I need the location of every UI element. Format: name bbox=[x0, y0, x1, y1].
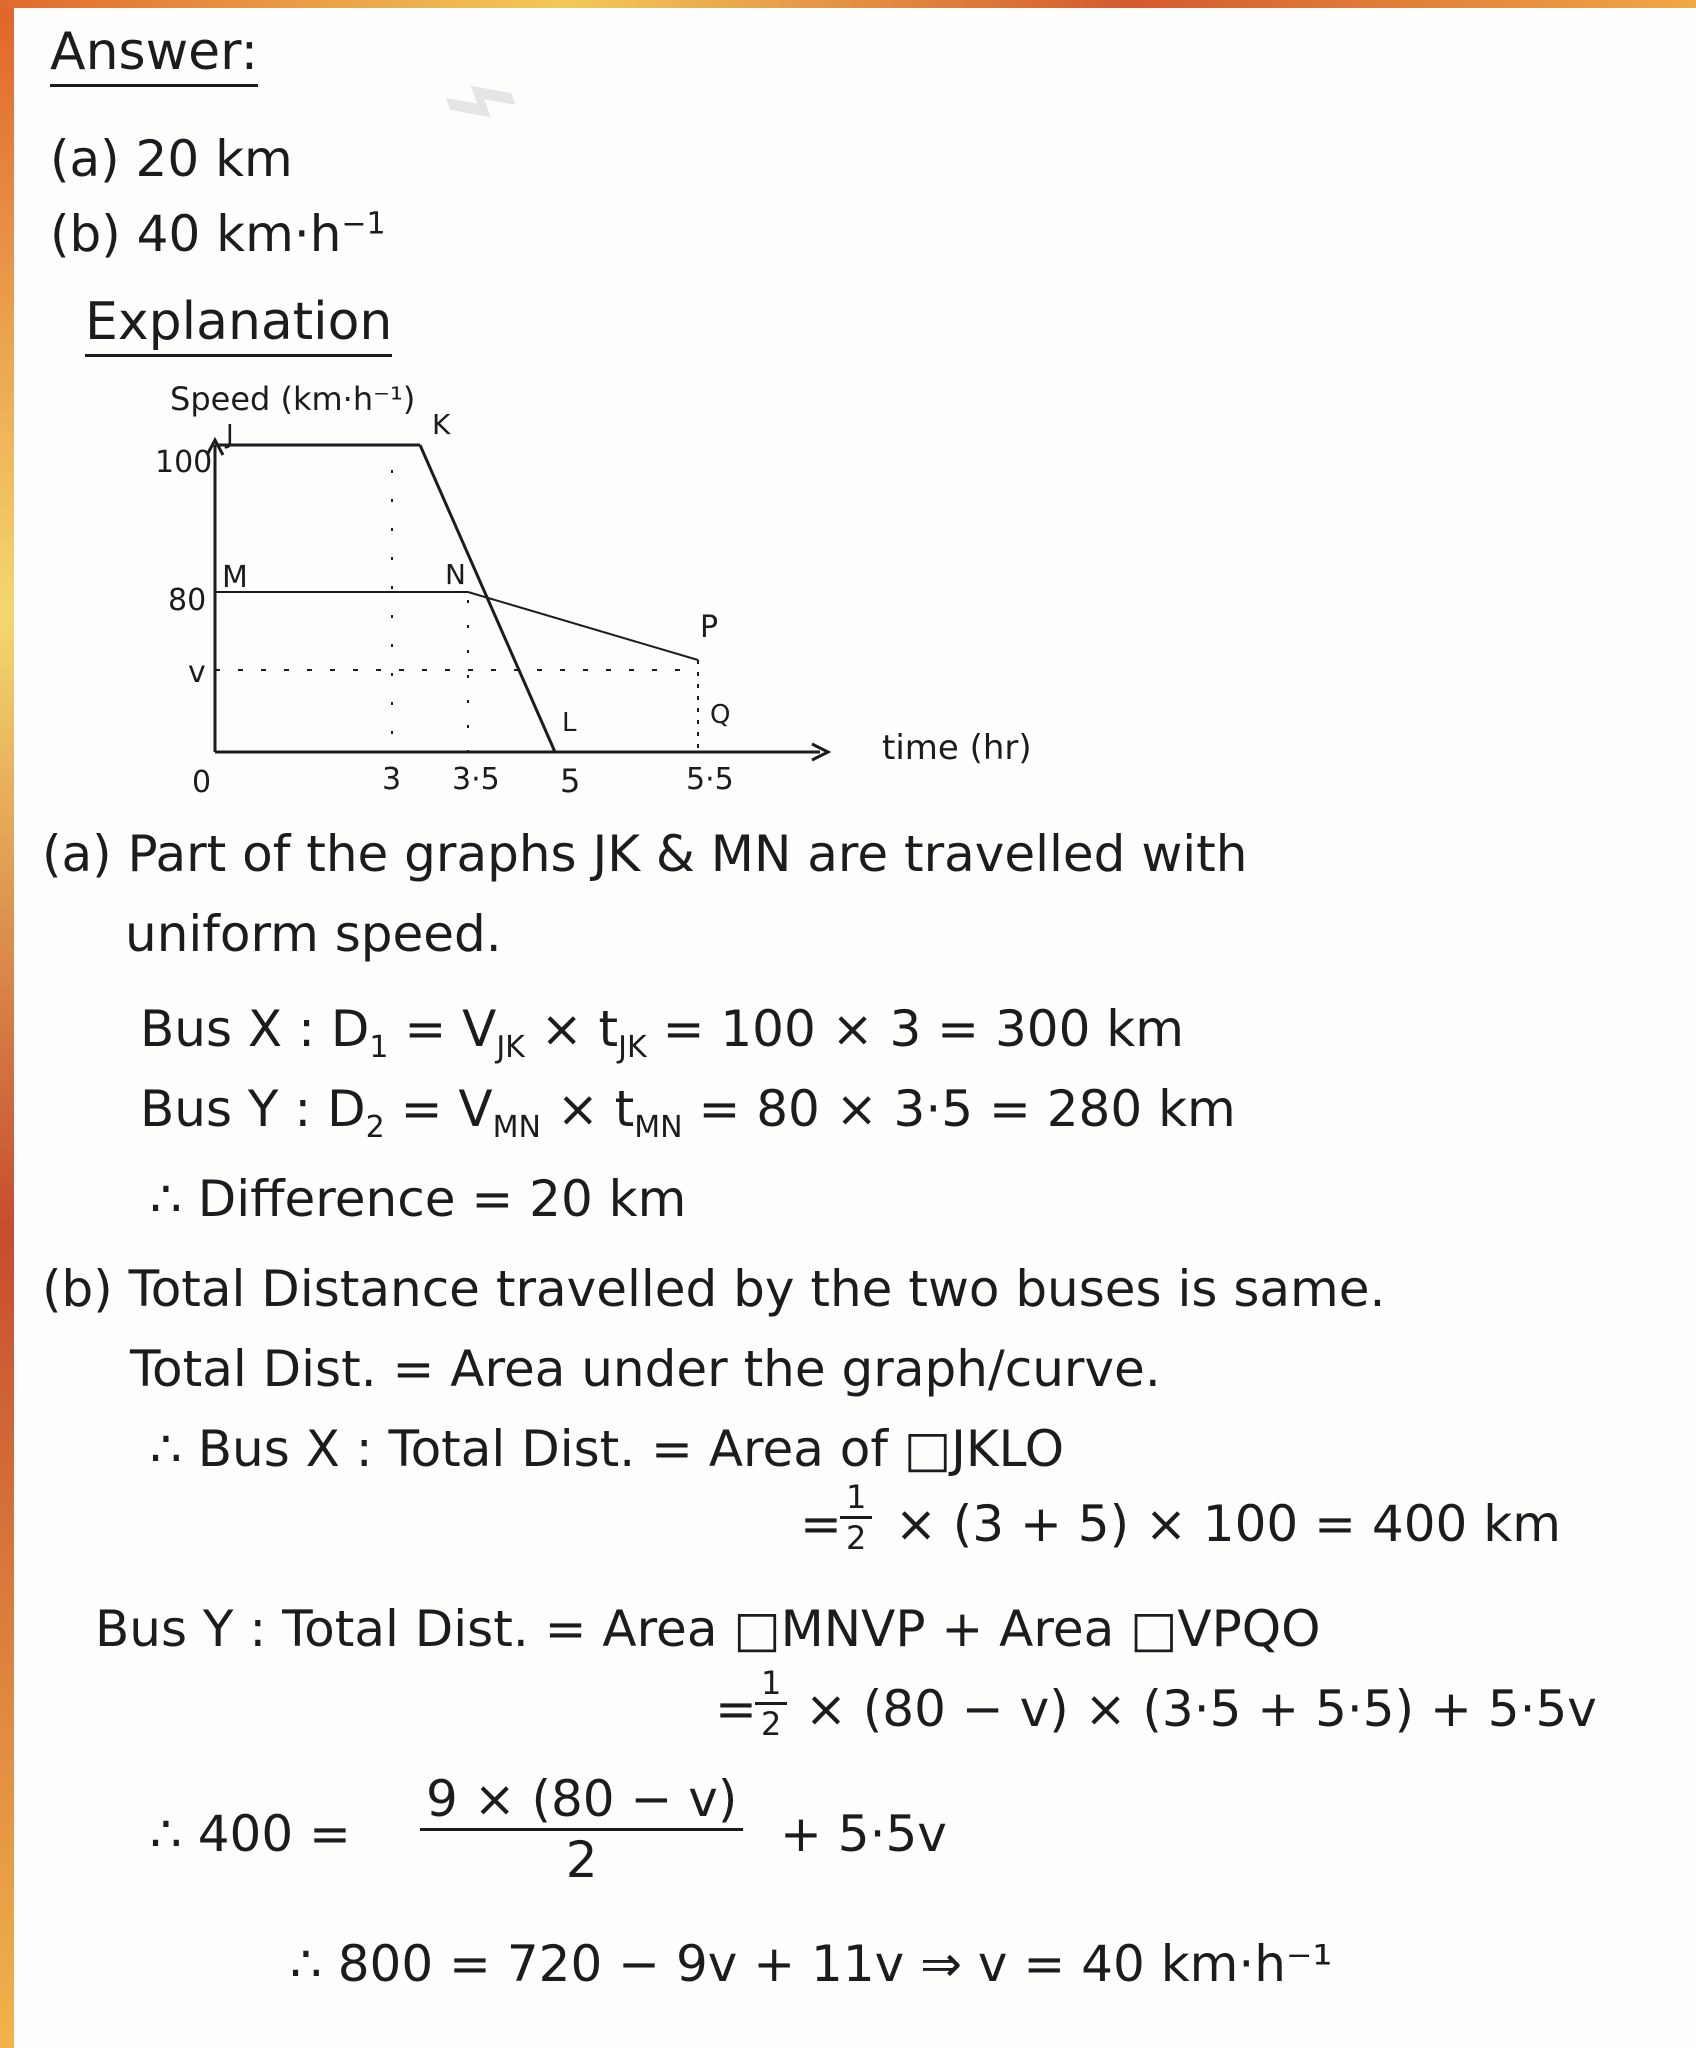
point-label-m: M bbox=[222, 560, 248, 595]
part-b-bus-y-eq-pre: = bbox=[715, 1680, 757, 1738]
step1-pre: ∴ 400 = bbox=[150, 1805, 351, 1863]
y-tick-v: v bbox=[188, 655, 206, 690]
part-b-bus-x-fraction bbox=[840, 1478, 872, 1557]
x-tick-5-5: 5·5 bbox=[686, 762, 734, 797]
bus-x-sub-1: 1 bbox=[369, 1030, 389, 1065]
point-label-k: K bbox=[432, 408, 451, 441]
answer-b-text: (b) 40 km·h bbox=[50, 205, 342, 263]
part-b-bus-y-fraction bbox=[755, 1664, 787, 1743]
bus-x-mid1: = V bbox=[388, 1000, 497, 1058]
y-axis-label: Speed (km·h⁻¹) bbox=[170, 380, 416, 418]
x-tick-3: 3 bbox=[382, 762, 402, 797]
bus-y-pre: Bus Y : D bbox=[140, 1080, 366, 1138]
point-label-j: J bbox=[226, 420, 234, 450]
fraction-denominator: 2 bbox=[761, 1705, 782, 1743]
point-label-l: L bbox=[562, 708, 577, 738]
x-tick-5: 5 bbox=[560, 762, 581, 800]
bus-x-sub-jk: JK bbox=[496, 1030, 525, 1065]
answer-heading: Answer: bbox=[50, 22, 258, 87]
y-tick-0: 0 bbox=[192, 765, 212, 800]
point-label-q: Q bbox=[710, 700, 731, 730]
bus-x-pre: Bus X : D bbox=[140, 1000, 370, 1058]
step1-fraction bbox=[420, 1770, 743, 1889]
bus-x-sub-jk-2: JK bbox=[618, 1030, 647, 1065]
fraction-numerator: 1 bbox=[755, 1664, 787, 1705]
answer-b-exponent: −1 bbox=[341, 206, 386, 242]
part-b-bus-x-eq-post: × (3 + 5) × 100 = 400 km bbox=[895, 1495, 1561, 1553]
y-tick-80: 80 bbox=[168, 583, 207, 618]
fraction-denominator: 2 bbox=[846, 1519, 867, 1557]
part-b-bus-y-eq-post: × (80 − v) × (3·5 + 5·5) + 5·5v bbox=[805, 1680, 1597, 1738]
bus-x-mid2: × t bbox=[524, 1000, 619, 1058]
part-a-line1: (a) Part of the graphs JK & MN are travelled with bbox=[42, 825, 1248, 883]
bus-y-sub-2: 2 bbox=[365, 1110, 385, 1145]
segment-np bbox=[468, 592, 698, 660]
bus-y-mid1: = V bbox=[384, 1080, 493, 1138]
fraction-numerator: 9 × (80 − v) bbox=[420, 1770, 743, 1831]
bus-y-sub-mn-2: MN bbox=[634, 1110, 683, 1145]
bus-y-end: = 80 × 3·5 = 280 km bbox=[682, 1080, 1236, 1138]
fraction-denominator: 2 bbox=[565, 1831, 598, 1889]
point-label-n: N bbox=[445, 558, 466, 591]
y-tick-100: 100 bbox=[155, 445, 213, 480]
bus-y-mid2: × t bbox=[540, 1080, 635, 1138]
bus-x-end: = 100 × 3 = 300 km bbox=[646, 1000, 1184, 1058]
part-b-line1: (b) Total Distance travelled by the two buses is same. bbox=[42, 1260, 1386, 1318]
watermark-logo: ⌁ bbox=[416, 11, 542, 181]
step1-post: + 5·5v bbox=[780, 1805, 947, 1863]
part-b-bus-x: ∴ Bus X : Total Dist. = Area of □JKLO bbox=[150, 1420, 1065, 1478]
x-axis-label: time (hr) bbox=[882, 728, 1032, 768]
part-a-bus-x bbox=[140, 1000, 1184, 1065]
part-b-line2: Total Dist. = Area under the graph/curve. bbox=[130, 1340, 1161, 1398]
part-b-bus-x-eq-pre: = bbox=[800, 1495, 842, 1553]
part-a-bus-y bbox=[140, 1080, 1236, 1145]
answer-a: (a) 20 km bbox=[50, 130, 293, 188]
point-label-p: P bbox=[700, 610, 719, 645]
explanation-heading: Explanation bbox=[85, 292, 392, 357]
part-a-line2: uniform speed. bbox=[125, 905, 502, 963]
step2: ∴ 800 = 720 − 9v + 11v ⇒ v = 40 km·h⁻¹ bbox=[290, 1935, 1333, 1993]
part-b-bus-y: Bus Y : Total Dist. = Area □MNVP + Area □VPQO bbox=[95, 1600, 1321, 1658]
part-a-difference: ∴ Difference = 20 km bbox=[150, 1170, 687, 1228]
fraction-numerator: 1 bbox=[840, 1478, 872, 1519]
x-tick-3-5: 3·5 bbox=[452, 762, 500, 797]
bus-y-sub-mn: MN bbox=[492, 1110, 541, 1145]
